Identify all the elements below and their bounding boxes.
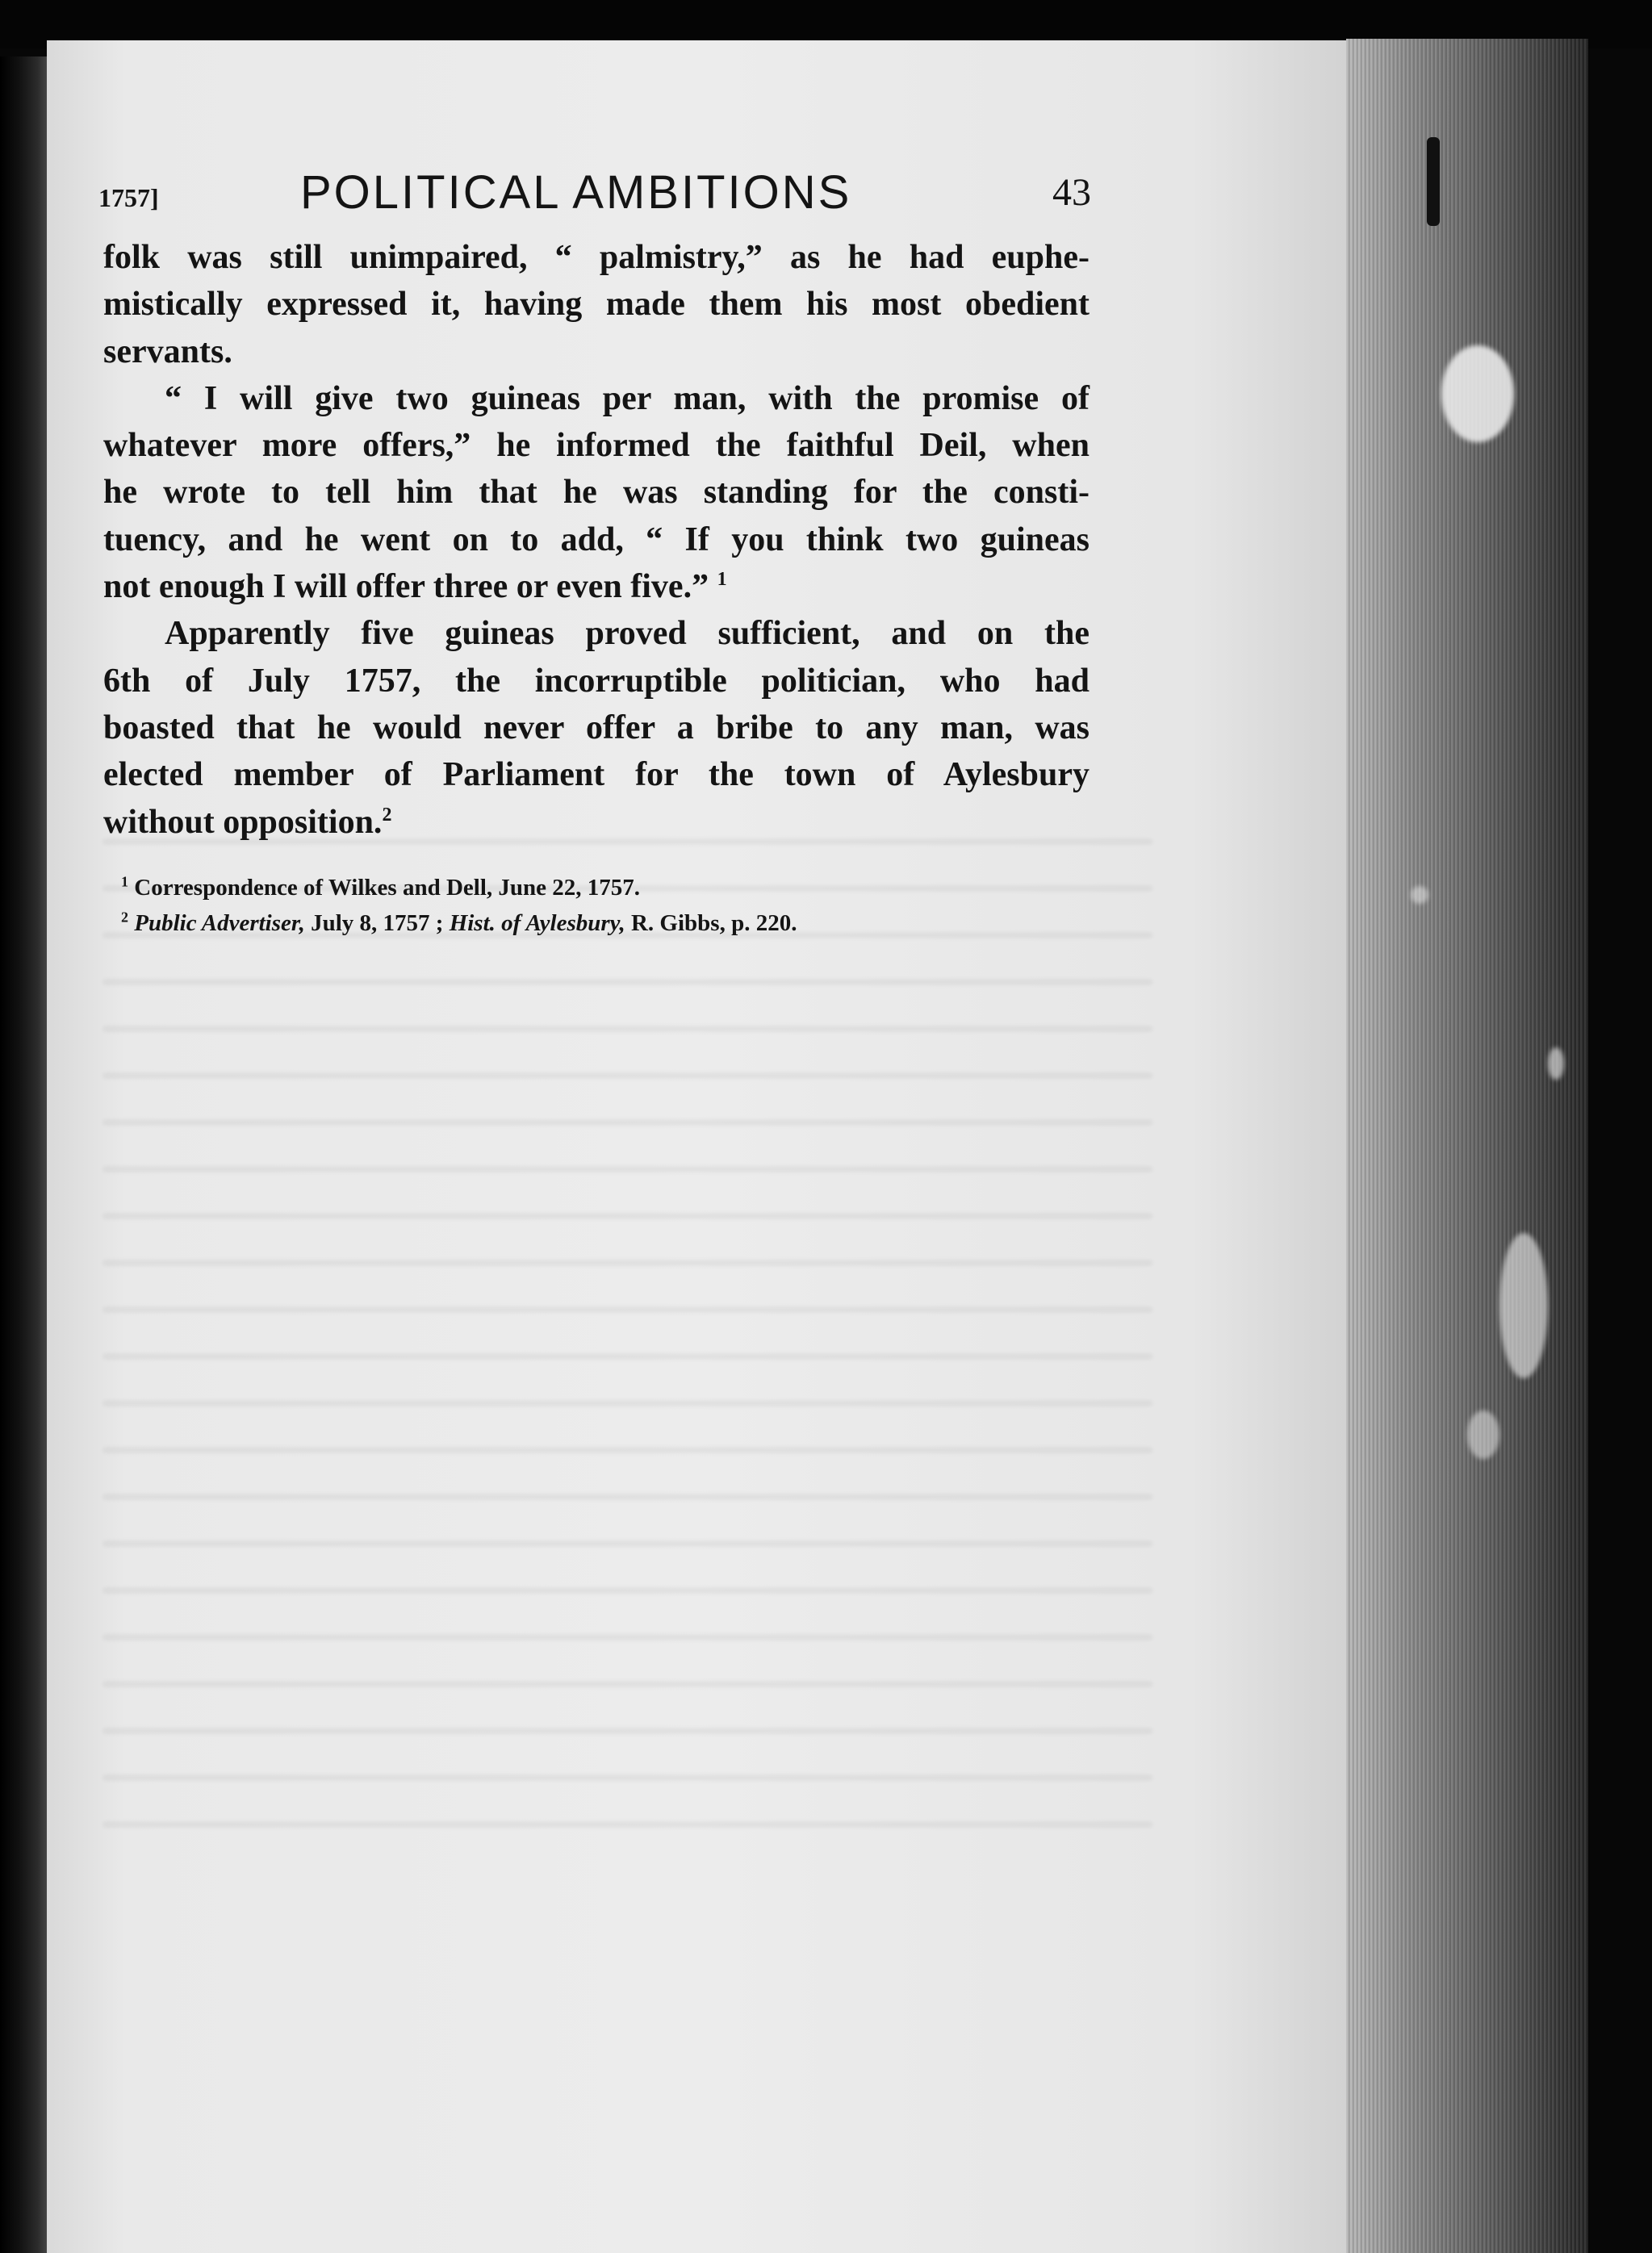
running-head-title: POLITICAL AMBITIONS — [300, 166, 852, 219]
footnote — [121, 870, 1098, 905]
footnote-citation-title: Hist. of Aylesbury, — [449, 910, 625, 936]
show-through-text — [103, 804, 1152, 1856]
footnote-mark: 2 — [121, 909, 128, 926]
body-text — [103, 234, 1089, 846]
page-number: 43 — [1052, 171, 1091, 214]
footnote-reference: 2 — [382, 804, 392, 826]
text-line: tuency, and he went on to add, “ If you think two guineas — [103, 520, 1089, 558]
running-head — [98, 165, 1091, 230]
text-line: folk was still unimpaired, “ palmistry,” as he had euphe- — [103, 239, 1089, 276]
footnote-mark: 1 — [121, 873, 128, 890]
text-line: he wrote to tell him that he was standing for the consti- — [103, 474, 1089, 512]
footnote-text: Correspondence of Wilkes and Dell, June 22, 1757. — [134, 875, 641, 901]
text-line-content: without opposition. — [103, 803, 383, 841]
text-line — [103, 799, 1089, 846]
footnote-reference: 1 — [717, 569, 727, 591]
text-line-content: not enough I will offer three or even five.” — [103, 568, 709, 606]
book-fore-edge — [1346, 39, 1588, 2253]
footnote-text: July 8, 1757 ; — [304, 910, 450, 936]
text-line: boasted that he would never offer a bribe to any man, was — [103, 709, 1089, 746]
edge-tear-mark — [1427, 137, 1440, 226]
text-line: “ I will give two guineas per man, with the promise of — [165, 379, 1089, 417]
text-line: whatever more offers,” he informed the faithful Deil, when — [103, 427, 1089, 465]
footnote — [121, 905, 1098, 941]
footnote-text: R. Gibbs, p. 220. — [625, 910, 797, 936]
text-line: elected member of Parliament for the town of Aylesbury — [103, 756, 1089, 794]
text-line — [103, 563, 1089, 610]
text-line: 6th of July 1757, the incorruptible politician, who had — [103, 662, 1089, 700]
text-line: mistically expressed it, having made them his most obedient — [103, 286, 1089, 324]
running-head-year: 1757] — [98, 183, 159, 212]
book-binding-edge — [0, 56, 47, 2253]
footnotes — [121, 870, 1098, 941]
footnote-citation-title: Public Advertiser, — [134, 910, 305, 936]
text-line: Apparently five guineas proved sufficient, and on the — [165, 615, 1089, 653]
text-line: servants. — [103, 332, 232, 370]
